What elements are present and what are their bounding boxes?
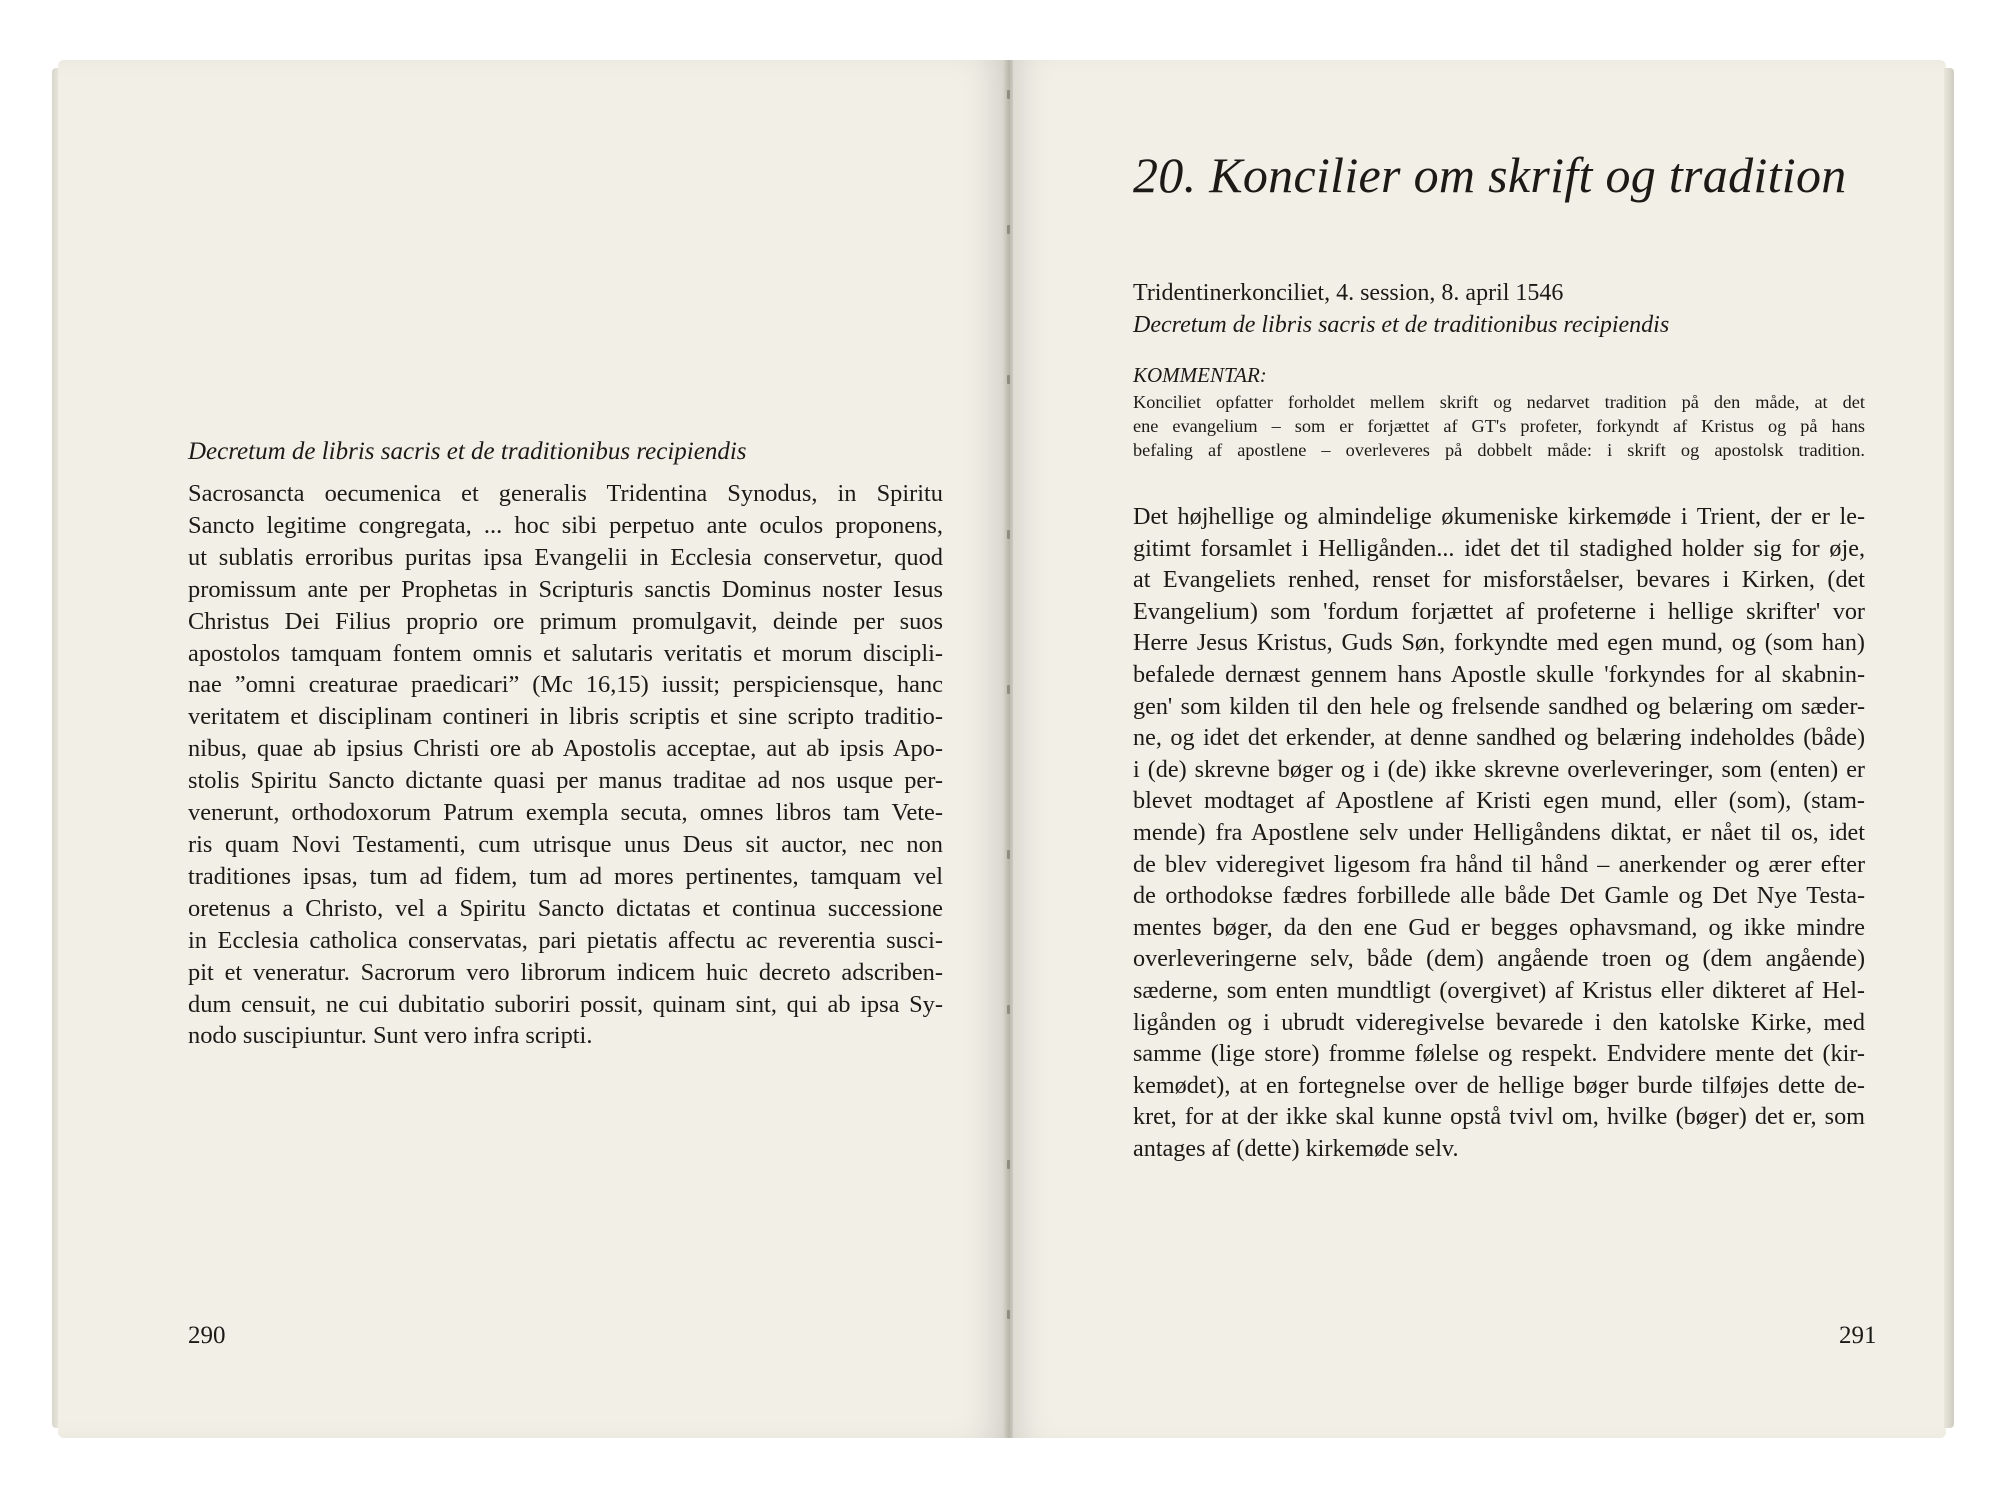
page-number-right: 291 (1839, 1322, 1877, 1349)
text-line: de orthodokse fædres forbillede alle både Det Gamle og Det Nye Testa- (1133, 882, 1865, 910)
binding-stitch (1007, 530, 1010, 539)
text-line: promissum ante per Prophetas in Scripturis sanctis Dominus noster Iesus (188, 575, 943, 603)
text-line: kemødet), at en fortegnelse over de hellige bøger burde tilføjes dette de- (1133, 1071, 1865, 1099)
text-line: antages af (dette) kirkemøde selv. (1133, 1134, 1459, 1162)
text-line: nae ”omni creaturae praedicari” (Mc 16,15) iussit; perspiciensque, hanc (188, 671, 943, 699)
binding-stitch (1007, 90, 1010, 99)
show-through-heading (558, 122, 571, 180)
binding-stitch (1007, 1310, 1010, 1319)
text-line: stolis Spiritu Sancto dictante quasi per manus traditae ad nos usque per- (188, 767, 943, 795)
decree-subtitle: Decretum de libris sacris et de traditionibus recipiendis (1133, 312, 1670, 338)
binding-stitch (1007, 685, 1010, 694)
binding-stitch (1007, 1005, 1010, 1014)
decree-subtitle: Decretum de libris sacris et de traditionibus recipiendis (188, 438, 747, 465)
text-line: gen' som kilden til den hele og frelsende sandhed og belæring om sæder- (1133, 692, 1865, 720)
binding-stitch (1007, 850, 1010, 859)
text-line: ne, og idet det erkender, at denne sandhed og belæring indeholdes (både) (1133, 724, 1865, 752)
text-line: mentes bøger, da den ene Gud er begges ophavsmand, og ikke mindre (1133, 913, 1865, 941)
text-line: befalede dernæst gennem hans Apostle skulle 'forkyndes for al skabnin- (1133, 660, 1865, 688)
commentary-text (1133, 391, 1865, 462)
text-line: Det højhellige og almindelige økumeniske kirkemøde i Trient, der er le- (1133, 503, 1865, 530)
text-line: Christus Dei Filius proprio ore primum promulgavit, deinde per suos (188, 607, 943, 635)
page-number-left: 290 (188, 1322, 226, 1349)
right-page (1013, 60, 1946, 1438)
page-edge-right (1944, 68, 1954, 1428)
text-line: at Evangeliets renhed, renset for misforståelser, bevares i Kirken, (det (1133, 566, 1865, 594)
binding-stitch (1007, 225, 1010, 234)
text-line: samme (lige store) fromme følelse og respekt. Endvidere mente det (kir- (1133, 1040, 1865, 1068)
text-line: Herre Jesus Kristus, Guds Søn, forkyndte med egen mund, og (som han) (1133, 629, 1865, 657)
text-line: Sacrosancta oecumenica et generalis Tridentina Synodus, in Spiritu (188, 480, 943, 507)
text-line: oretenus a Christo, vel a Spiritu Sancto dictatas et continua successione (188, 894, 943, 922)
text-line: kret, for at der ikke skal kunne opstå tvivl om, hvilke (bøger) det er, som (1133, 1103, 1865, 1131)
text-line: ris quam Novi Testamenti, cum utrisque unus Deus sit auctor, nec non (188, 830, 943, 858)
text-line: Evangelium) som 'fordum forjættet af profeterne i hellige skrifter' vor (1133, 597, 1865, 625)
text-line: in Ecclesia catholica conservatas, pari pietatis affectu ac reverentia susci- (188, 926, 943, 954)
text-line: pit et veneratur. Sacrorum vero librorum indicem huic decreto adscriben- (188, 958, 943, 986)
latin-decree-text (188, 478, 943, 1052)
open-book (58, 60, 1946, 1438)
binding-stitch (1007, 1160, 1010, 1169)
text-line: ut sublatis erroribus puritas ipsa Evangelii in Ecclesia conservetur, quod (188, 543, 943, 571)
text-line: ene evangelium – som er forjættet af GT's profeter, forkyndt af Kristus og på hans (1133, 415, 1865, 436)
show-through-number (713, 322, 729, 396)
text-line: ligånden og i ubrudt videregivelse bevarede i den katolske Kirke, med (1133, 1008, 1865, 1036)
left-page (58, 60, 1006, 1438)
danish-translation-text (1133, 501, 1865, 1164)
text-line: dum censuit, ne cui dubitatio suboriri possit, quinam sint, qui ab ipsa Sy- (188, 990, 943, 1018)
text-line: gitimt forsamlet i Helligånden... idet det til stadighed holder sig for øje, (1133, 534, 1865, 562)
text-line: blevet modtaget af Apostlene af Kristi egen mund, eller (som), (stam- (1133, 787, 1865, 815)
text-line: nibus, quae ab ipsius Christi ore ab Apostolis acceptae, aut ab ipsis Apo- (188, 735, 943, 763)
text-line: Konciliet opfatter forholdet mellem skrift og nedarvet tradition på den måde, at det (1133, 392, 1865, 412)
text-line: mende) fra Apostlene selv under Helligåndens diktat, er nået til os, idet (1133, 818, 1865, 846)
text-line: apostolos tamquam fontem omnis et salutaris veritatis et morum discipli- (188, 639, 943, 667)
text-line: de blev videregivet ligesom fra hånd til hånd – anerkender og ærer efter (1133, 850, 1865, 878)
binding-stitch (1007, 375, 1010, 384)
text-line: venerunt, orthodoxorum Patrum exempla secuta, omnes libros tam Vete- (188, 799, 943, 827)
chapter-title: 20. Koncilier om skrift og tradition (1133, 147, 1847, 203)
text-line: overleveringerne selv, både (dem) angående troen og (dem angående) (1133, 945, 1865, 973)
text-line: Sancto legitime congregata, ... hoc sibi perpetuo ante oculos proponens, (188, 511, 943, 539)
text-line: traditiones ipsas, tum ad fidem, tum ad mores pertinentes, tamquam vel (188, 862, 943, 890)
text-line: nodo suscipiuntur. Sunt vero infra scripti. (188, 1022, 593, 1050)
text-line: befaling af apostlene – overleveres på dobbelt måde: i skrift og apostolsk tradition. (1133, 439, 1865, 460)
commentary-label: KOMMENTAR: (1133, 363, 1267, 387)
council-reference: Tridentinerkonciliet, 4. session, 8. april 1546 (1133, 280, 1564, 306)
text-line: sæderne, som enten mundtligt (overgivet) af Kristus eller dikteret af Hel- (1133, 976, 1865, 1004)
text-line: veritatem et disciplinam contineri in libris scriptis et sine scripto traditio- (188, 703, 943, 731)
text-line: i (de) skrevne bøger og i (de) ikke skrevne overleveringer, som (enten) er (1133, 755, 1865, 783)
